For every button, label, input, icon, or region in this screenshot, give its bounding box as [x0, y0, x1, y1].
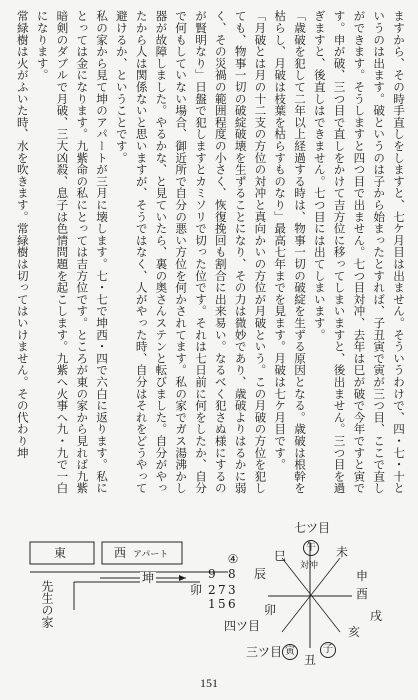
west-house-label: 西 [114, 546, 127, 560]
number-cell: 9 [208, 567, 216, 581]
mi-label: 巳 [274, 549, 287, 563]
inu-label: 戌 [370, 609, 383, 623]
paragraph: 「歳破を犯して二年以上経過する時は、物事一切の破綻を生ずる原因となる。歳破は根幹を枯らし、月破は枝葉を枯らすものなり」最高七年までを見ます。月破は七ケ月目です。 [273, 10, 308, 494]
i-label: 亥 [348, 625, 361, 639]
number-cell: 3 [228, 583, 236, 597]
east-house-label: 東 [54, 546, 67, 560]
tori-label: 酉 [356, 587, 369, 601]
mitsume-label: 三ツ目 [246, 645, 283, 659]
number-cell: 8 [228, 567, 236, 581]
paragraph: ますから、その時手直しをしますと、七ケ月目は出ません。そういうわけで、四・七・十というのは出ます。破というのは子から始まったとすれば、子丑寅で寅が三つ目、ここで直しができます。そうしますと四つ目で出ません。七つ目対冲、去年は巳が破で今年ですと寅です。申が破、三つ目で直しをかけて吉方位に移ってしまいますと、後出ません。三つ目を過ぎますと、後直しはできません。七つ目には出てしまいます。 [312, 10, 406, 494]
paragraph: 私の家から見て坤のアパートが三月に壊します。七・七で坤西・四で六白に返ります。私にとっては金になります。九紫命の私にとっては吉方位です。ところが東の家から見れば九紫暗剣のダブルで月破、三大凶殺、息子は色情問題を起こします。九紫へ火事へ九・九で一白になります。 [35, 10, 110, 494]
hitsuji-label: 未 [336, 545, 349, 559]
number-cell: 2 [208, 583, 216, 597]
number-cell: 5 [218, 597, 226, 611]
body-text [12, 10, 408, 495]
saru-label: 申 [356, 569, 369, 583]
paragraph: 「月破とは月の十二支の方位の対冲と真向かいの方位が月破という。この月破の方位を犯しても、物事一切の破綻破壊を生ずることになり、その力は微妙であり、歳破よりはるかに弱く、その災禍の範囲程度の小さく、恢復挽回も割合に出来易い。なるべく犯さぬ様にするのが賢明なり」日盤で犯しますとカミソリで切った位です。それは七日前に何をしたか、自分で何もしていない場合、御近所で自分の悪い方位を何かされてます。私の家でガス湯沸かし器が故障しました。やるかな、と見ていたら、裏の奥さんステンと転びました。自分がやったから人は関係ないと思いますが、そうではなく、人がやった時、自分はそれをどうやって避けるか、ということです。 [114, 10, 268, 494]
paragraph: 常緑樹は火がふいた時、水を吹きます。常緑樹は切ってはいけません。その代わり坤 [15, 10, 30, 459]
number-cell: 6 [228, 597, 236, 611]
ne-marker: 子 [320, 642, 336, 658]
tora-marker: 寅 [282, 644, 298, 660]
horse-marker: 午 [303, 540, 319, 556]
apartment-label: アパート [133, 550, 169, 560]
ushi-label: 丑 [304, 653, 317, 667]
number-cell: 7 [218, 583, 226, 597]
number-cell: 1 [208, 597, 216, 611]
kun-label: 坤 [142, 571, 155, 585]
yotsume-label: 四ツ目 [224, 619, 261, 633]
taichu-label: 対冲 [300, 561, 319, 571]
number-column: ④ [226, 552, 240, 566]
u-side-label: 卯 [264, 603, 277, 617]
direction-diagram [0, 500, 418, 670]
nanatsume-label: 七ツ目 [294, 521, 331, 535]
page-number: 151 [200, 676, 218, 690]
sensei-house-label: 先生の家 [40, 580, 54, 628]
u-label: 卯 [190, 583, 203, 597]
tatsu-label: 辰 [254, 567, 267, 581]
